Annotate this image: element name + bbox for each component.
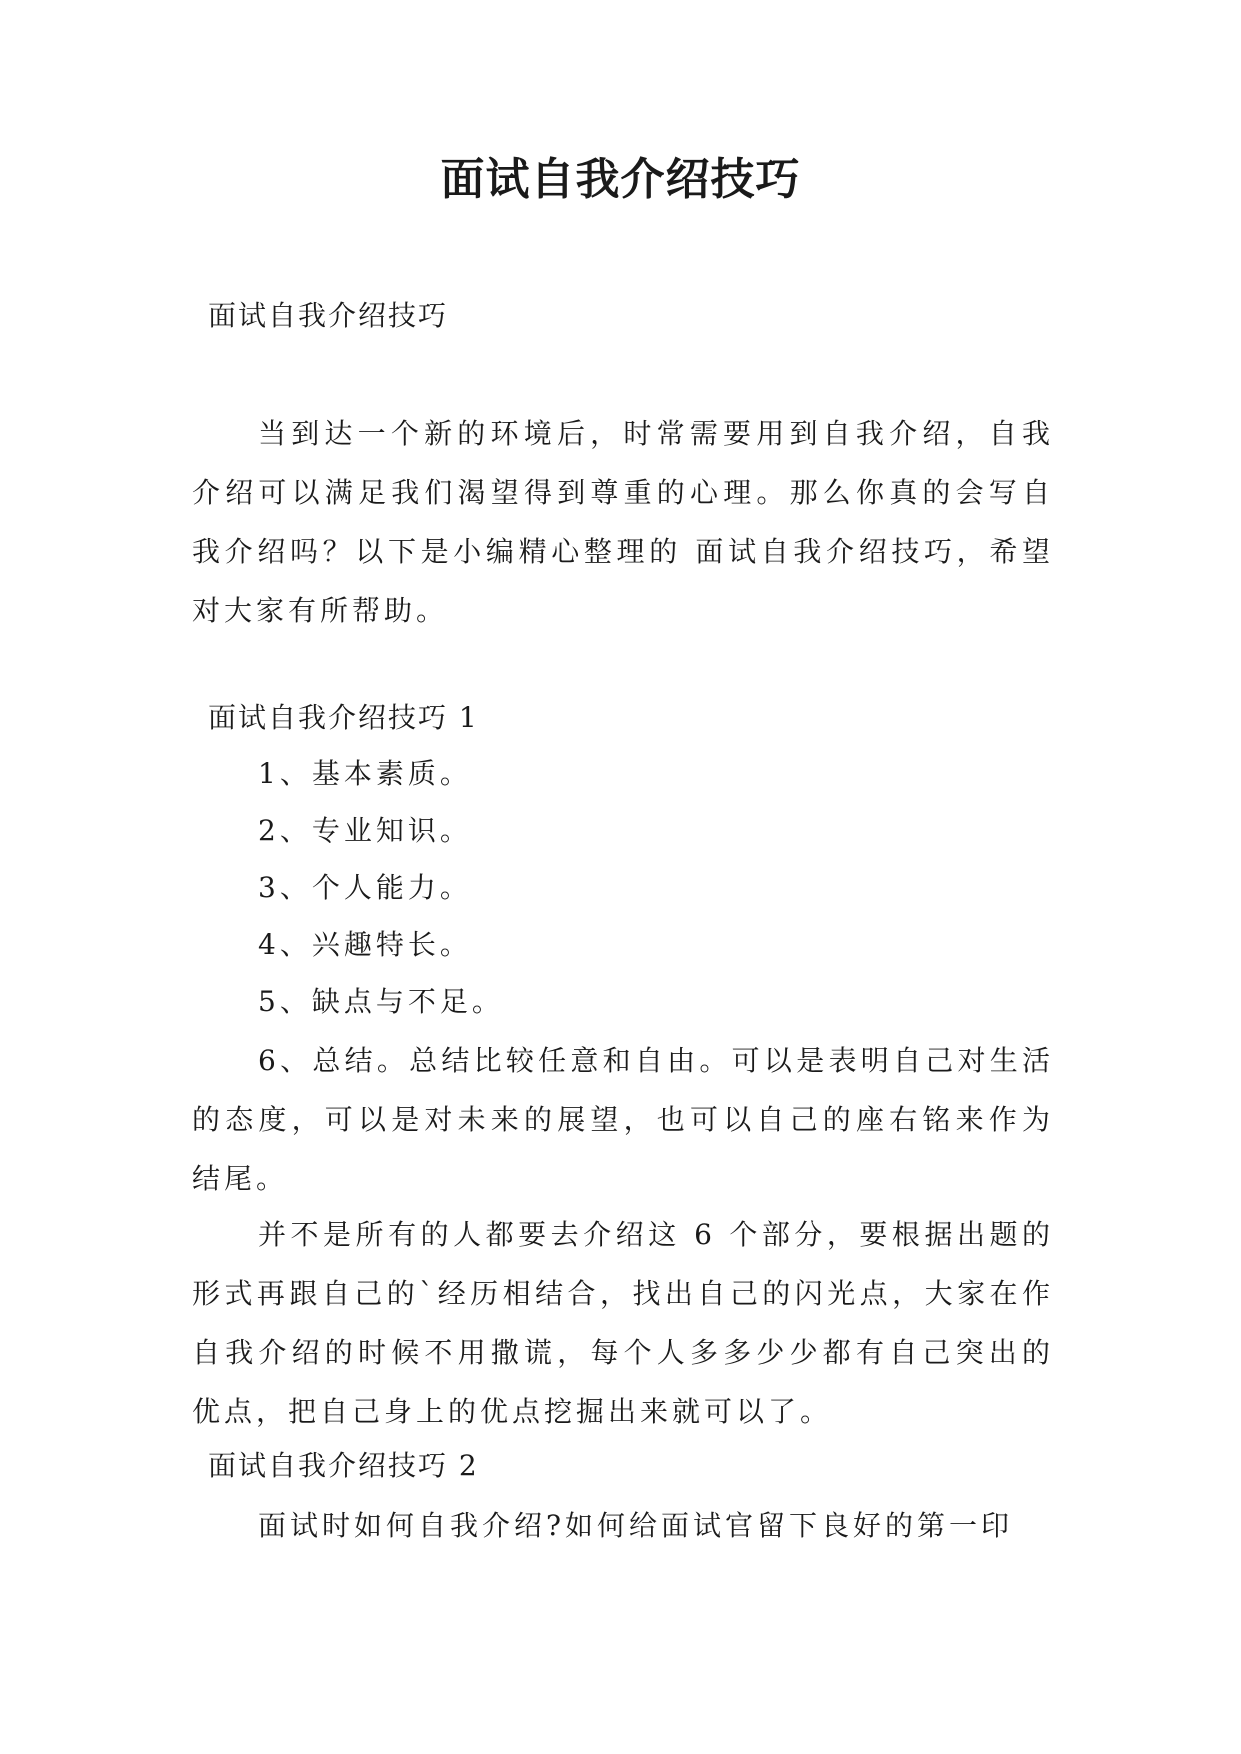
summary-paragraph: 6、总结。总结比较任意和自由。可以是表明自己对生活的态度，可以是对未来的展望，也可以自己的座右铭来作为结尾。 — [192, 1044, 1054, 1195]
section-2-paragraph: 面试时如何自我介绍?如何给面试官留下良好的第一印 — [258, 1509, 1014, 1542]
list-item: 3、个人能力。 — [258, 871, 472, 904]
list-item: 2、专业知识。 — [258, 814, 472, 847]
intro-paragraph: 当到达一个新的环境后，时常需要用到自我介绍，自我介绍可以满足我们渴望得到尊重的心理。那么你真的会写自我介绍吗？以下是小编精心整理的 面试自我介绍技巧，希望对大家有所帮助。 — [192, 417, 1054, 627]
note-paragraph: 并不是所有的人都要去介绍这 6 个部分，要根据出题的形式再跟自己的`经历相结合，找出自己的闪光点，大家在作自我介绍的时候不用撒谎，每个人多多少少都有自己突出的优点，把自己身上的优点挖掘出来就可以了。 — [192, 1218, 1054, 1428]
section-2-heading: 面试自我介绍技巧 2 — [208, 1449, 479, 1482]
section-1-heading: 面试自我介绍技巧 1 — [208, 701, 479, 734]
list-item: 1、基本素质。 — [258, 757, 472, 790]
list-item: 4、兴趣特长。 — [258, 928, 472, 961]
document-subheading: 面试自我介绍技巧 — [208, 299, 449, 332]
document-title: 面试自我介绍技巧 — [440, 154, 801, 205]
list-item: 5、缺点与不足。 — [258, 985, 504, 1018]
